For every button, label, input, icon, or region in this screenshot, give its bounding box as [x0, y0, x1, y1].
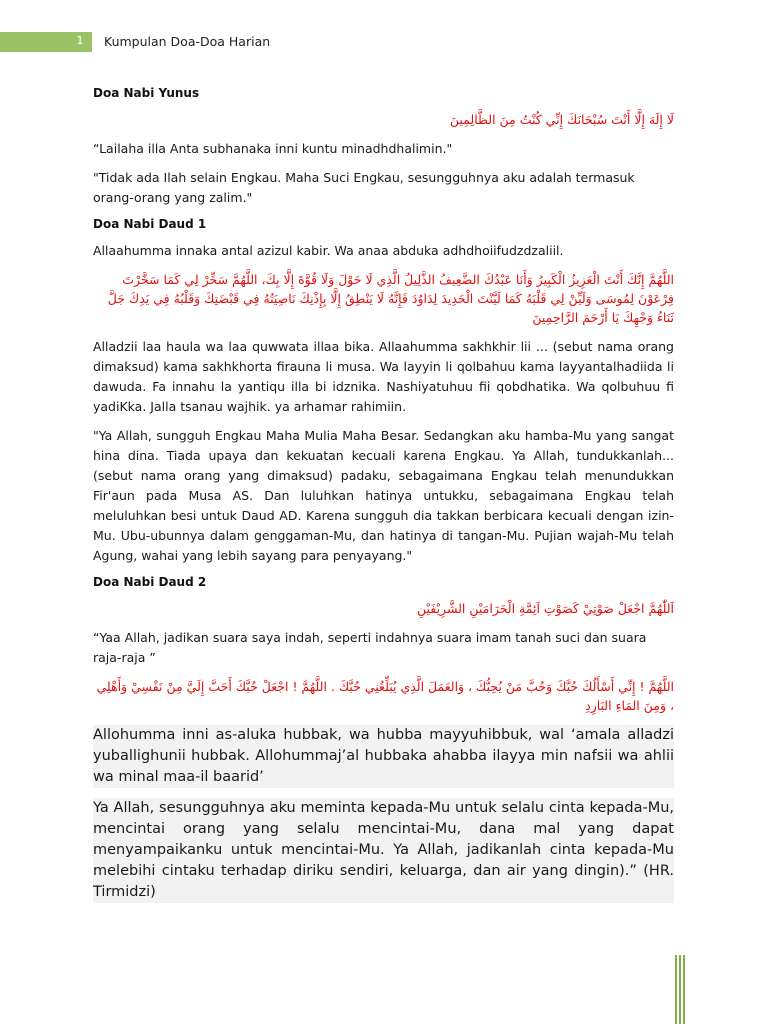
section-doa-nabi-daud-1 — [93, 217, 674, 566]
latin-intro-text: Allaahumma innaka antal azizul kabir. Wa anaa abduka adhdhoiifudzdzaliil. — [93, 243, 564, 258]
translation-text: “Yaa Allah, jadikan suara saya indah, seperti indahnya suara imam tanah suci dan suara raja-raja ” — [93, 630, 647, 665]
page-number: 1 — [76, 34, 84, 47]
header-title: Kumpulan Doa-Doa Harian — [104, 34, 271, 49]
translation-text-highlighted: Ya Allah, sesungguhnya aku meminta kepada-Mu untuk selalu cinta kepada-Mu, mencintai orang yang selalu mencintai-Mu, dana mal yang dapat menyampaikanku untuk mencintai-Mu. Ya Allah, jadikanlah cinta kepada-Mu melebihi cintaku terhadap diriku sendiri, keluarga, dan air yang dingin).” (HR. Tirmidzi) — [93, 798, 674, 903]
section-heading: Doa Nabi Daud 1 — [93, 217, 207, 231]
latin-text: “Lailaha illa Anta subhanaka inni kuntu minadhdhalimin." — [93, 141, 453, 156]
section-doa-nabi-daud-2 — [93, 575, 674, 903]
section-doa-nabi-yunus — [93, 86, 674, 208]
document-body — [93, 86, 674, 913]
footer-line — [675, 955, 677, 1024]
latin-text: Alladzii laa haula wa laa quwwata illaa bika. Allaahumma sakhkhir lii ... (sebut nama orang dimaksud) kama sakhkhorta firauna li musa. Wa layyin li qolbahuu kama layyantalhadiida li dawuda. Fa innahu la yantiqu illa bi idznika. Nashiyatuhuu fii qobdhatika. Wa qolbuhuu fi yadiKka. Jalla tsanau wajhik. ya arhamar rahimiin. — [93, 339, 674, 414]
arabic-text-2: اللَّهُمَّ ! إِنِّي أَسْأَلُكَ حُبَّكَ وَحُبَّ مَنْ يُحِبُّكَ ، وَالعَمَلَ الَّذِي يُبَلِّغُنِي حُبَّكَ . اللَّهُمَّ ! اجْعَلْ حُبَّكَ أَحَبَّ إِلَيَّ مِنْ نَفْسِيْ وَأَهْلِي ، وَمِنَ المَاءِ البَارِدِ — [96, 679, 674, 713]
footer-line — [683, 955, 685, 1024]
footer-decorative-lines — [675, 955, 685, 1024]
section-heading: Doa Nabi Daud 2 — [93, 575, 207, 589]
latin-text-highlighted: Allohumma inni as-aluka hubbak, wa hubba mayyuhibbuk, wal ‘amala alladzi yuballighunii hubbak. Allohummaj’al hubbaka ahabba ilayya min nafsii wa ahlii wa minal maa-il baarid’ — [93, 725, 674, 788]
page-header — [0, 32, 768, 54]
translation-text: "Ya Allah, sungguh Engkau Maha Mulia Maha Besar. Sedangkan aku hamba-Mu yang sangat hina dina. Tiada upaya dan kekuatan kecuali karena Engkau. Ya Allah, tundukkanlah... (sebut nama orang yang dimaksud) padaku, sebagaimana Engkau telah menundukkan Fir'aun pada Musa AS. Dan luluhkan hatinya untukku, sebagaimana Engkau telah meluluhkan besi untuk Daud AD. Karena sungguh dia takkan berbicara kecuali dengan izin-Mu. Ubu-ubunnya dalam genggaman-Mu, dan hatinya di tangan-Mu. Pujian wajah-Mu telah Agung, wahai yang lebih sayang para penyayang." — [93, 428, 674, 563]
footer-line — [679, 955, 681, 1024]
arabic-text: اَللّٰهُمَّ اجْعَلْ صَوْتِيْ كَصَوْتِ اَئِمَّةِ الْحَرَامَيْنِ الشَّرِيْفَيْنِ — [416, 601, 674, 616]
translation-text: "Tidak ada Ilah selain Engkau. Maha Suci Engkau, sesungguhnya aku adalah termasuk orang-orang yang zalim." — [93, 170, 635, 205]
arabic-text: اللَّهُمَّ إِنَّكَ أَنْتَ الْعَزِيزُ الْكَبِيرُ وَأَنَا عَبْدُكَ الضَّعِيفُ الذَّلِيلُ الَّذِي لَا حَوْلَ وَلَا قُوَّةَ إِلَّا بِكَ، اللَّهُمَّ سَخِّرْ لِي كَمَا سَخَّرْتَ فِرْعَوْنَ لِمُوسَى وَلَيِّنْ لِي قَلْبَهُ كَمَا لَيَّنْتَ الْحَدِيدَ لِدَاوُدَ فَإِنَّهُ لَا يَنْطِقُ إِلَّا بِإِذْنِكَ نَاصِيَتُهُ فِي قَبْضَتِكَ وَقَلْبُهُ فِي يَدِكَ جَلَّ ثَنَاءُ وَجْهِكَ يَا أَرْحَمَ الرَّاحِمِينَ — [107, 272, 674, 325]
section-heading: Doa Nabi Yunus — [93, 86, 200, 100]
arabic-text: لَا إِلَهَ إِلَّا أَنْتَ سُبْحَانَكَ إِنِّي كُنْتُ مِنَ الظَّالِمِينَ — [449, 112, 674, 127]
